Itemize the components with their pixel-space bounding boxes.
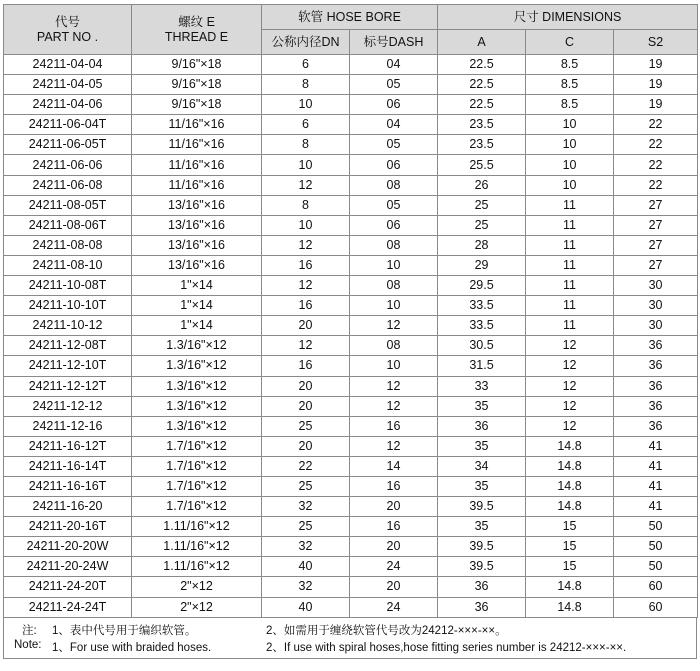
cell-dn: 16	[262, 255, 350, 275]
cell-dim-c: 10	[526, 155, 614, 175]
cell-dash: 20	[350, 497, 438, 517]
table-row	[4, 316, 698, 336]
cell-dash: 12	[350, 396, 438, 416]
table-row	[4, 255, 698, 275]
cell-dn: 40	[262, 597, 350, 617]
table-row	[4, 456, 698, 476]
cell-thread: 11/16"×16	[132, 175, 262, 195]
cell-dim-a: 33.5	[438, 296, 526, 316]
cell-dim-a: 26	[438, 175, 526, 195]
cell-thread: 1"×14	[132, 276, 262, 296]
table-body	[4, 55, 698, 618]
cell-dim-a: 23.5	[438, 115, 526, 135]
cell-dash: 04	[350, 115, 438, 135]
note-en-label: Note:	[14, 638, 42, 651]
cell-dash: 24	[350, 597, 438, 617]
cell-dim-a: 23.5	[438, 135, 526, 155]
cell-dim-a: 36	[438, 597, 526, 617]
header-dimensions: 尺寸 DIMENSIONS	[438, 5, 698, 30]
cell-dim-s2: 22	[614, 175, 698, 195]
cell-dim-a: 35	[438, 517, 526, 537]
header-hose-bore: 软管 HOSE BORE	[262, 5, 438, 30]
cell-dash: 08	[350, 175, 438, 195]
table-row	[4, 557, 698, 577]
cell-dn: 25	[262, 517, 350, 537]
cell-dim-s2: 22	[614, 115, 698, 135]
cell-dim-a: 22.5	[438, 75, 526, 95]
cell-dim-c: 12	[526, 396, 614, 416]
table-row	[4, 376, 698, 396]
cell-part-no: 24211-16-12T	[4, 436, 132, 456]
cell-dim-c: 11	[526, 195, 614, 215]
note-cn-2: 2、如需用于缠绕软管代号改为24212-×××-××。	[266, 624, 507, 637]
table-row	[4, 436, 698, 456]
table-row	[4, 537, 698, 557]
cell-thread: 1.11/16"×12	[132, 537, 262, 557]
cell-dim-s2: 22	[614, 135, 698, 155]
cell-part-no: 24211-10-10T	[4, 296, 132, 316]
cell-dn: 20	[262, 376, 350, 396]
cell-dn: 10	[262, 155, 350, 175]
cell-dash: 16	[350, 517, 438, 537]
cell-dim-s2: 41	[614, 456, 698, 476]
cell-dash: 08	[350, 235, 438, 255]
cell-thread: 13/16"×16	[132, 195, 262, 215]
header-dn: 公称内径DN	[262, 30, 350, 55]
cell-part-no: 24211-24-20T	[4, 577, 132, 597]
table-row	[4, 155, 698, 175]
table-row	[4, 135, 698, 155]
cell-part-no: 24211-12-08T	[4, 336, 132, 356]
cell-part-no: 24211-16-16T	[4, 476, 132, 496]
cell-dim-c: 11	[526, 255, 614, 275]
cell-dim-s2: 30	[614, 276, 698, 296]
table-row	[4, 115, 698, 135]
cell-dim-a: 39.5	[438, 497, 526, 517]
cell-part-no: 24211-20-16T	[4, 517, 132, 537]
cell-dim-a: 29	[438, 255, 526, 275]
cell-dim-s2: 30	[614, 316, 698, 336]
cell-dn: 8	[262, 75, 350, 95]
cell-dim-c: 14.8	[526, 436, 614, 456]
cell-dim-s2: 60	[614, 597, 698, 617]
header-part-no	[4, 5, 132, 55]
cell-dn: 32	[262, 497, 350, 517]
cell-dash: 10	[350, 255, 438, 275]
cell-dn: 20	[262, 316, 350, 336]
header-dash: 标号DASH	[350, 30, 438, 55]
table-row	[4, 95, 698, 115]
cell-part-no: 24211-12-12T	[4, 376, 132, 396]
cell-thread: 11/16"×16	[132, 115, 262, 135]
cell-thread: 9/16"×18	[132, 95, 262, 115]
cell-dn: 16	[262, 356, 350, 376]
cell-thread: 1"×14	[132, 296, 262, 316]
cell-dash: 16	[350, 416, 438, 436]
cell-dn: 10	[262, 215, 350, 235]
note-cn-1: 1、表中代号用于编织软管。	[52, 624, 197, 637]
header-part-cn: 代号	[54, 14, 80, 29]
cell-thread: 1"×14	[132, 316, 262, 336]
cell-dash: 12	[350, 316, 438, 336]
cell-dim-a: 35	[438, 396, 526, 416]
cell-dim-a: 31.5	[438, 356, 526, 376]
cell-dn: 12	[262, 336, 350, 356]
cell-dn: 40	[262, 557, 350, 577]
header-thread	[132, 5, 262, 55]
cell-dim-s2: 27	[614, 235, 698, 255]
table-row	[4, 195, 698, 215]
cell-dn: 8	[262, 195, 350, 215]
cell-dim-a: 39.5	[438, 537, 526, 557]
cell-part-no: 24211-10-08T	[4, 276, 132, 296]
cell-part-no: 24211-24-24T	[4, 597, 132, 617]
cell-part-no: 24211-08-10	[4, 255, 132, 275]
cell-dash: 14	[350, 456, 438, 476]
cell-dn: 16	[262, 296, 350, 316]
cell-part-no: 24211-06-05T	[4, 135, 132, 155]
cell-dim-s2: 30	[614, 296, 698, 316]
header-thread-cn: 螺纹 E	[178, 14, 215, 29]
cell-dim-c: 11	[526, 276, 614, 296]
cell-dn: 22	[262, 456, 350, 476]
cell-thread: 1.3/16"×12	[132, 356, 262, 376]
cell-thread: 1.3/16"×12	[132, 396, 262, 416]
cell-dn: 6	[262, 55, 350, 75]
cell-thread: 1.11/16"×12	[132, 557, 262, 577]
cell-dim-c: 12	[526, 356, 614, 376]
cell-dim-c: 14.8	[526, 597, 614, 617]
table-row	[4, 276, 698, 296]
spec-table	[3, 4, 698, 618]
table-row	[4, 497, 698, 517]
cell-dn: 8	[262, 135, 350, 155]
cell-part-no: 24211-06-06	[4, 155, 132, 175]
cell-part-no: 24211-12-16	[4, 416, 132, 436]
cell-dn: 12	[262, 175, 350, 195]
cell-dim-a: 29.5	[438, 276, 526, 296]
table-row	[4, 55, 698, 75]
cell-dim-a: 25	[438, 215, 526, 235]
cell-dash: 05	[350, 75, 438, 95]
cell-dash: 10	[350, 296, 438, 316]
cell-dn: 20	[262, 396, 350, 416]
header-thread-en: THREAD E	[164, 29, 229, 44]
cell-dn: 6	[262, 115, 350, 135]
table-row	[4, 416, 698, 436]
cell-dim-c: 11	[526, 316, 614, 336]
cell-dim-c: 12	[526, 416, 614, 436]
cell-dn: 12	[262, 276, 350, 296]
cell-dash: 04	[350, 55, 438, 75]
table-row	[4, 175, 698, 195]
cell-part-no: 24211-04-05	[4, 75, 132, 95]
cell-dim-s2: 19	[614, 55, 698, 75]
cell-dim-c: 14.8	[526, 456, 614, 476]
cell-dim-s2: 41	[614, 497, 698, 517]
note-en-1: 1、For use with braided hoses.	[52, 641, 212, 654]
cell-dim-a: 28	[438, 235, 526, 255]
cell-dim-a: 36	[438, 416, 526, 436]
cell-thread: 9/16"×18	[132, 55, 262, 75]
table-row	[4, 336, 698, 356]
cell-dim-c: 10	[526, 175, 614, 195]
cell-dash: 05	[350, 135, 438, 155]
cell-dim-a: 25.5	[438, 155, 526, 175]
cell-dim-a: 25	[438, 195, 526, 215]
cell-dn: 25	[262, 476, 350, 496]
cell-dim-a: 35	[438, 436, 526, 456]
cell-thread: 1.3/16"×12	[132, 336, 262, 356]
cell-dim-s2: 50	[614, 537, 698, 557]
cell-dim-s2: 27	[614, 215, 698, 235]
cell-dim-s2: 19	[614, 75, 698, 95]
cell-dn: 20	[262, 436, 350, 456]
cell-dash: 20	[350, 537, 438, 557]
cell-thread: 11/16"×16	[132, 135, 262, 155]
cell-dim-c: 11	[526, 296, 614, 316]
header-part-en: PART NO .	[36, 29, 99, 44]
cell-dim-a: 35	[438, 476, 526, 496]
table-row	[4, 476, 698, 496]
cell-dim-a: 39.5	[438, 557, 526, 577]
cell-part-no: 24211-06-04T	[4, 115, 132, 135]
cell-dim-c: 10	[526, 115, 614, 135]
cell-dn: 32	[262, 537, 350, 557]
cell-dim-s2: 36	[614, 336, 698, 356]
cell-dim-s2: 27	[614, 195, 698, 215]
cell-thread: 1.7/16"×12	[132, 476, 262, 496]
cell-dn: 12	[262, 235, 350, 255]
cell-part-no: 24211-16-20	[4, 497, 132, 517]
cell-dash: 12	[350, 436, 438, 456]
cell-dash: 08	[350, 276, 438, 296]
note-cn-label: 注:	[22, 624, 37, 637]
cell-thread: 9/16"×18	[132, 75, 262, 95]
cell-thread: 1.3/16"×12	[132, 376, 262, 396]
cell-dim-s2: 19	[614, 95, 698, 115]
cell-dim-a: 22.5	[438, 95, 526, 115]
cell-dim-s2: 27	[614, 255, 698, 275]
cell-dim-a: 22.5	[438, 55, 526, 75]
note-en-2: 2、If use with spiral hoses,hose fitting series number is 24212-×××-××.	[266, 641, 627, 654]
cell-dim-c: 8.5	[526, 95, 614, 115]
cell-dim-c: 11	[526, 215, 614, 235]
table-row	[4, 577, 698, 597]
cell-part-no: 24211-12-12	[4, 396, 132, 416]
cell-part-no: 24211-16-14T	[4, 456, 132, 476]
cell-dash: 06	[350, 215, 438, 235]
notes	[3, 618, 697, 659]
cell-part-no: 24211-06-08	[4, 175, 132, 195]
cell-dim-s2: 36	[614, 416, 698, 436]
table-row	[4, 396, 698, 416]
cell-part-no: 24211-08-05T	[4, 195, 132, 215]
cell-dim-s2: 22	[614, 155, 698, 175]
cell-part-no: 24211-04-04	[4, 55, 132, 75]
cell-dim-s2: 41	[614, 476, 698, 496]
cell-thread: 2"×12	[132, 597, 262, 617]
cell-part-no: 24211-10-12	[4, 316, 132, 336]
cell-dash: 05	[350, 195, 438, 215]
cell-dn: 10	[262, 95, 350, 115]
cell-thread: 13/16"×16	[132, 215, 262, 235]
cell-dim-a: 33.5	[438, 316, 526, 336]
table-row	[4, 296, 698, 316]
cell-dim-a: 33	[438, 376, 526, 396]
header-a: A	[438, 30, 526, 55]
cell-dim-c: 14.8	[526, 497, 614, 517]
cell-thread: 1.7/16"×12	[132, 436, 262, 456]
cell-dim-a: 30.5	[438, 336, 526, 356]
cell-dim-c: 12	[526, 376, 614, 396]
cell-thread: 13/16"×16	[132, 235, 262, 255]
table-row	[4, 356, 698, 376]
cell-dim-a: 34	[438, 456, 526, 476]
cell-dim-s2: 36	[614, 356, 698, 376]
cell-dim-a: 36	[438, 577, 526, 597]
cell-dash: 24	[350, 557, 438, 577]
spec-table-container	[3, 4, 697, 659]
table-row	[4, 235, 698, 255]
cell-dim-s2: 50	[614, 517, 698, 537]
cell-dash: 16	[350, 476, 438, 496]
cell-thread: 1.7/16"×12	[132, 456, 262, 476]
header-c: C	[526, 30, 614, 55]
cell-dim-c: 8.5	[526, 75, 614, 95]
cell-dim-c: 14.8	[526, 577, 614, 597]
cell-part-no: 24211-12-10T	[4, 356, 132, 376]
cell-part-no: 24211-20-24W	[4, 557, 132, 577]
cell-dim-c: 12	[526, 336, 614, 356]
cell-dim-s2: 60	[614, 577, 698, 597]
cell-dn: 25	[262, 416, 350, 436]
cell-dash: 06	[350, 95, 438, 115]
cell-dn: 32	[262, 577, 350, 597]
cell-part-no: 24211-20-20W	[4, 537, 132, 557]
cell-dim-s2: 36	[614, 376, 698, 396]
cell-dash: 06	[350, 155, 438, 175]
header-s2: S2	[614, 30, 698, 55]
cell-dim-c: 14.8	[526, 476, 614, 496]
cell-dim-c: 15	[526, 517, 614, 537]
cell-dash: 10	[350, 356, 438, 376]
cell-thread: 1.3/16"×12	[132, 416, 262, 436]
cell-dash: 12	[350, 376, 438, 396]
cell-dim-s2: 41	[614, 436, 698, 456]
table-row	[4, 517, 698, 537]
cell-thread: 11/16"×16	[132, 155, 262, 175]
cell-thread: 2"×12	[132, 577, 262, 597]
cell-part-no: 24211-04-06	[4, 95, 132, 115]
cell-dim-c: 10	[526, 135, 614, 155]
cell-dim-c: 15	[526, 557, 614, 577]
cell-part-no: 24211-08-08	[4, 235, 132, 255]
cell-dim-s2: 50	[614, 557, 698, 577]
table-row	[4, 597, 698, 617]
table-row	[4, 215, 698, 235]
cell-thread: 1.11/16"×12	[132, 517, 262, 537]
cell-thread: 1.7/16"×12	[132, 497, 262, 517]
cell-dim-c: 8.5	[526, 55, 614, 75]
cell-dim-s2: 36	[614, 396, 698, 416]
cell-dash: 20	[350, 577, 438, 597]
cell-dim-c: 11	[526, 235, 614, 255]
cell-thread: 13/16"×16	[132, 255, 262, 275]
cell-part-no: 24211-08-06T	[4, 215, 132, 235]
table-row	[4, 75, 698, 95]
cell-dash: 08	[350, 336, 438, 356]
cell-dim-c: 15	[526, 537, 614, 557]
